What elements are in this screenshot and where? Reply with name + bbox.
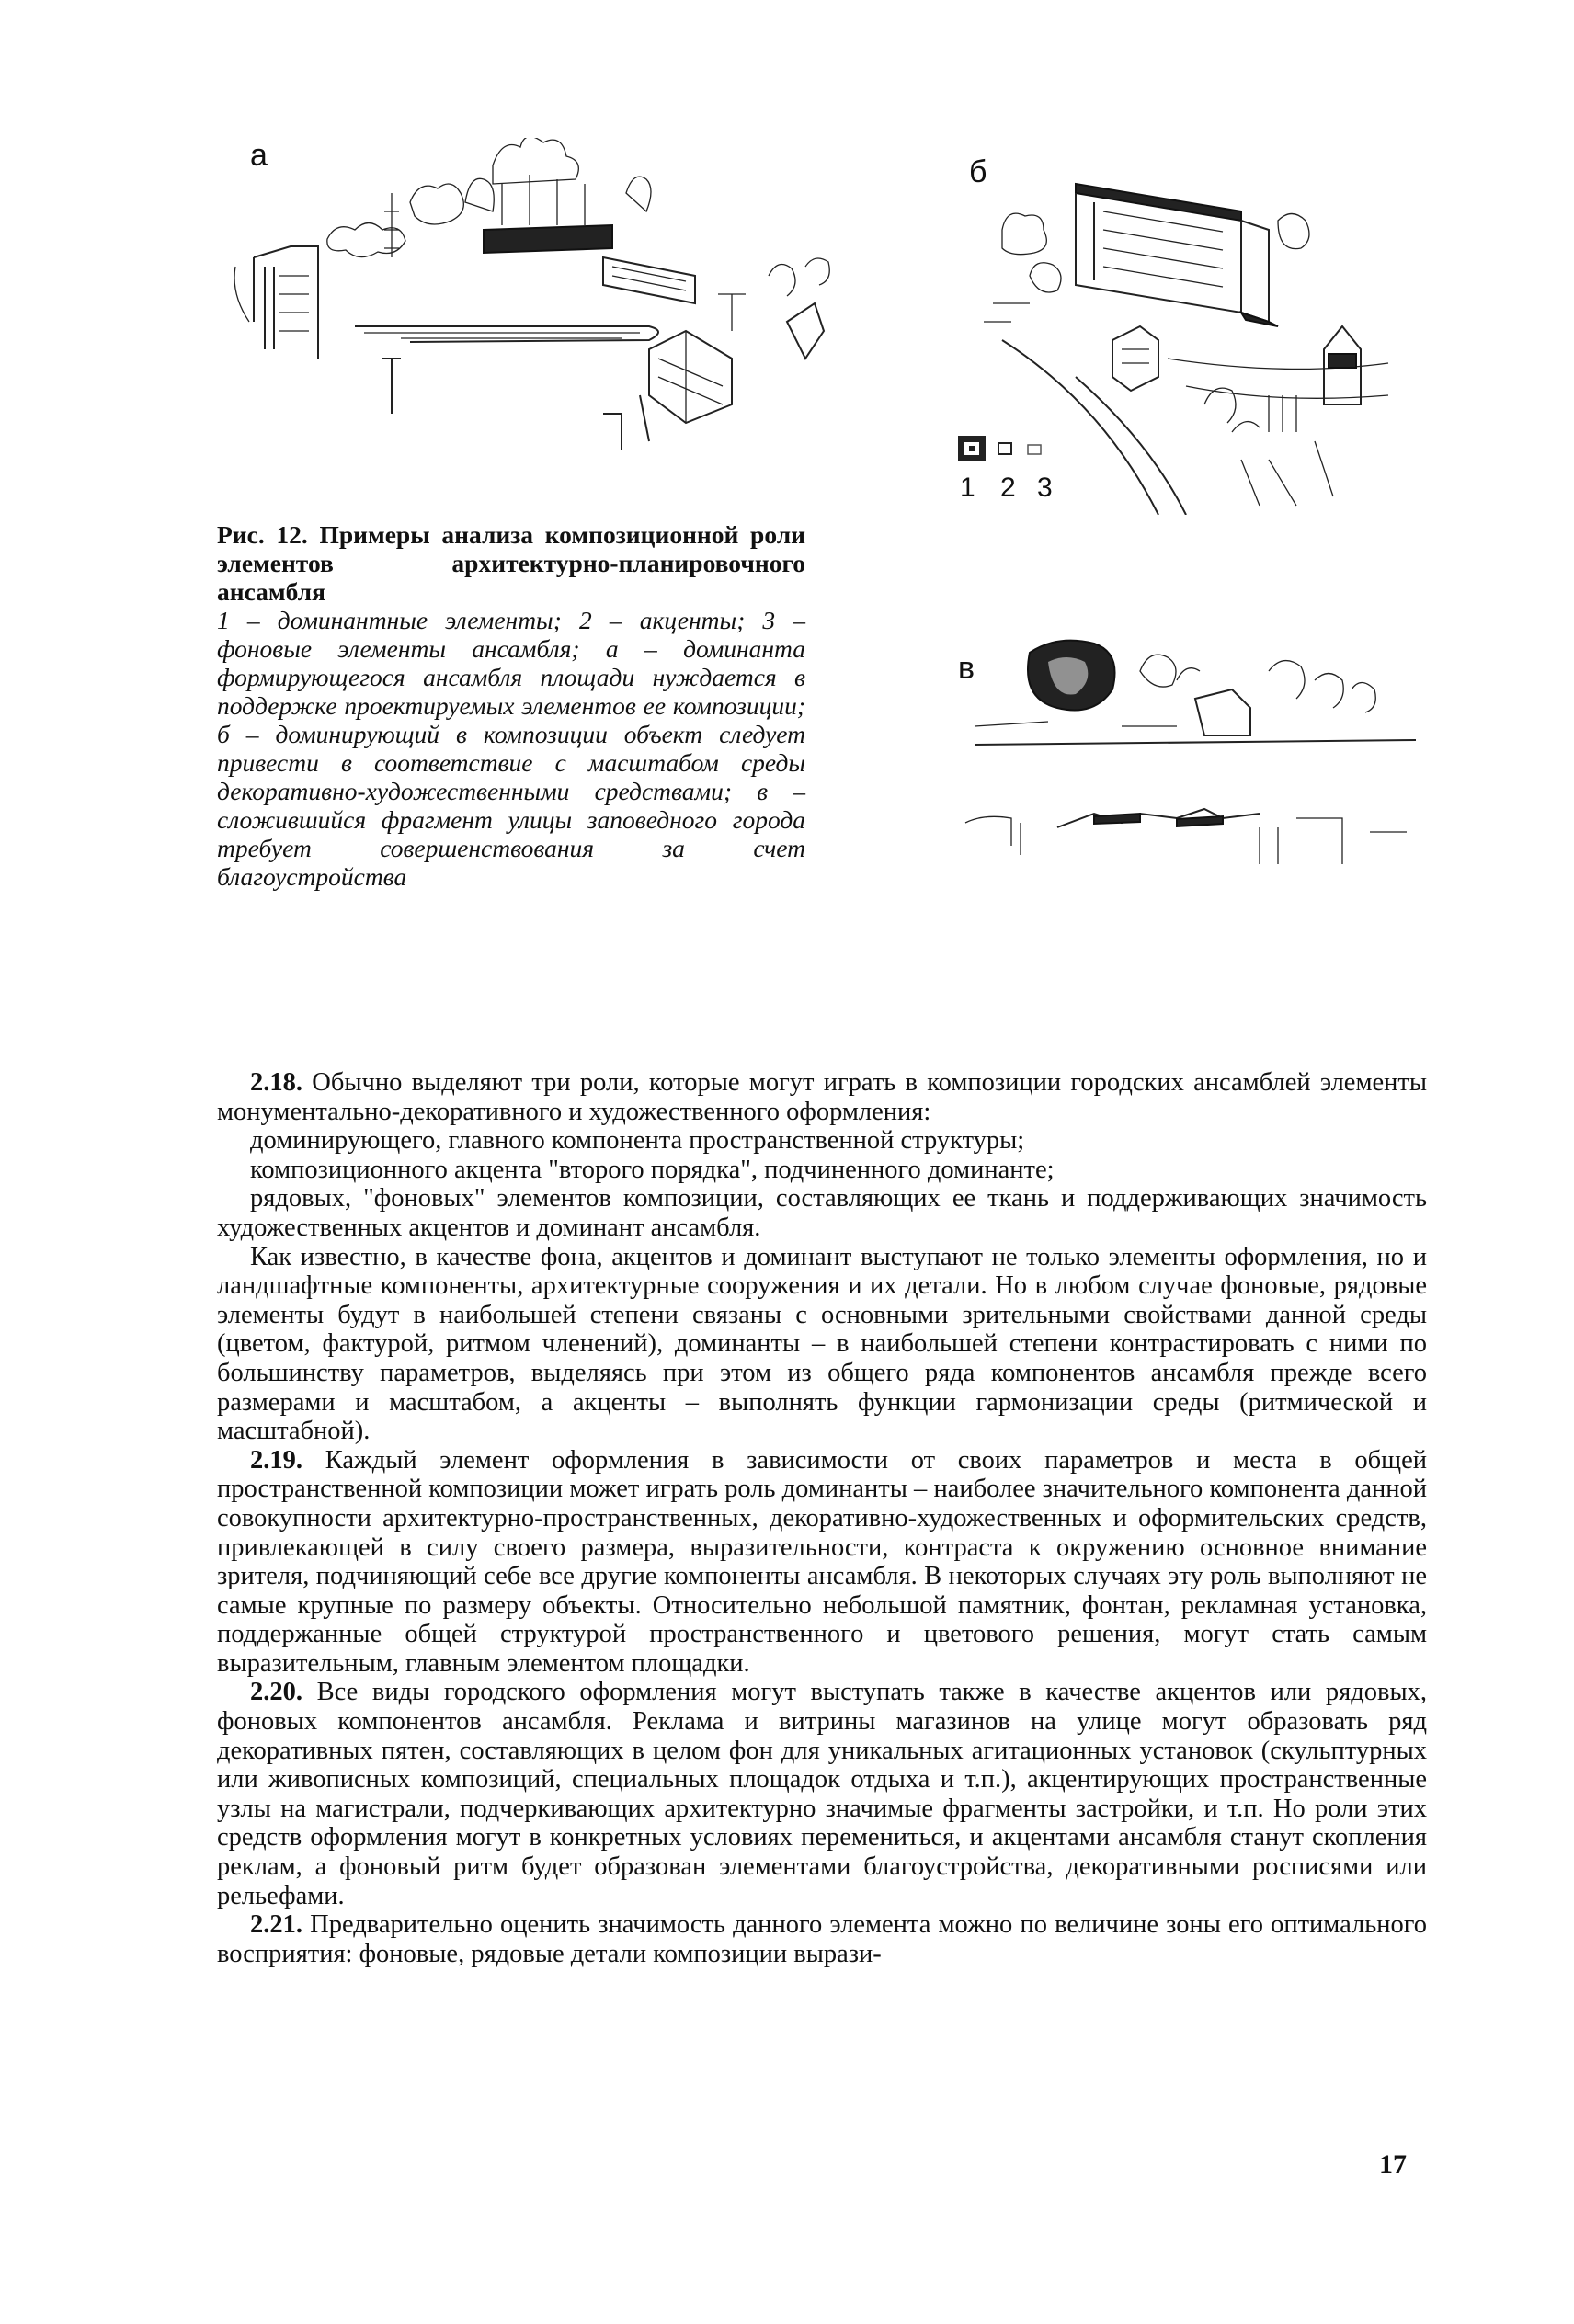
paragraph-2-19 (217, 1446, 1427, 1679)
paragraph-2-18-text: Обычно выделяют три роли, которые могут играть в композиции городских ансамблей элементы монументально-декоративного и художественного оформления: (217, 1068, 1427, 1126)
page-number: 17 (1379, 2149, 1407, 2180)
paragraph-background-elements: Как известно, в качестве фона, акцентов и доминант выступают не только элементы оформления, но и ландшафтные компоненты, архитектурные сооружения и их детали. Но в любом случае фоновые, рядовые элементы будут в наибольшей степени связаны с основными зрительными свойствами данной среды (цветом, фактурой, ритмом членений), доминанты – в наибольшей степени контрастировать с ними по большинству параметров, выделяясь при этом из общего ряда компонентов ансамбля прежде всего размерами и масштабом, а акценты – выполнять функции гармонизации среды (ритмической и масштабной). (217, 1242, 1427, 1446)
section-number-2-19: 2.19. (250, 1445, 302, 1475)
legend-accent-icon (998, 443, 1011, 454)
caption-title: Рис. 12. Примеры анализа композиционной роли элементов архитектурно-планировочного ансамбля (217, 520, 805, 606)
figure-label-v: в (958, 651, 975, 686)
paragraph-2-20 (217, 1678, 1427, 1910)
main-text (217, 1068, 1427, 1968)
role-item-2: композиционного акцента "второго порядка", подчиненного доминанте; (250, 1155, 1055, 1184)
section-number-2-18: 2.18. (250, 1068, 302, 1097)
paragraph-2-20-text: Все виды городского оформления могут выступать также в качестве акцентов или рядовых, фоновых компонентов ансамбля. Реклама и витрины магазинов на улице могут образовать ряд декоративных пятен, составляющих в целом фон для уникальных агитационных установок (скульптурных или живописных композиций, специальных площадок отдыха и т.п.), акцентирующих пространственные узлы на магистрали, подчеркивающих архитектурно значимые фрагменты застройки, и т.п. Но роли этих средств оформления могут в конкретных условиях перемениться, и акцентами ансамбля станут скопления реклам, а фоновый ритм будет образован элементами благоустройства, декоративными росписями или рельефами. (217, 1678, 1427, 1910)
section-number-2-20: 2.20. (250, 1678, 302, 1707)
section-number-2-21: 2.21. (250, 1910, 302, 1940)
sketch-v (956, 616, 1425, 873)
sketch-a (217, 138, 934, 469)
figure-label-a: а (250, 138, 268, 173)
legend-number-2: 2 (1000, 473, 1016, 503)
legend-number-3: 3 (1037, 473, 1053, 503)
figure-label-b: б (969, 154, 987, 189)
figure-caption (217, 520, 805, 891)
paragraph-2-19-text: Каждый элемент оформления в зависимости от своих параметров и места в общей пространственной композиции может играть роль доминанты – наиболее значительного компонента данной совокупности архитектурно-пространственных, декоративно-художественных и оформительских средств, привлекающей в силу своего размера, выразительности, контраста к окружению основное внимание зрителя, подчиняющий себе все другие компоненты ансамбля. В некоторых случаях эту роль выполняют не самые крупные по размеру объекты. Относительно небольшой памятник, фонтан, рекламная установка, поддержанные общей структурой пространственного и цветового решения, могут стать самым выразительным, главным элементом площадки. (217, 1445, 1428, 1678)
legend-icons (956, 434, 1057, 465)
legend-number-1: 1 (960, 473, 975, 503)
legend-background-icon (1028, 445, 1041, 454)
role-item-1: доминирующего, главного компонента пространственной структуры; (250, 1126, 1025, 1156)
paragraph-2-18 (217, 1068, 1427, 1126)
paragraph-2-21 (217, 1910, 1427, 1968)
caption-body: 1 – доминантные элементы; 2 – акценты; 3 – фоновые элементы ансамбля; а – доминанта формирующегося ансамбля площади нуждается в поддержке проектируемых элементов ее композиции; б – доминирующий в композиции объект следует привести в соответствие с масштабом среды декоративно-художественными средствами; в – сложившийся фрагмент улицы заповедного города требует совершенствования за счет благоустройства (217, 606, 805, 891)
role-item-3: рядовых, "фоновых" элементов композиции, составляющих ее ткань и поддерживающих значимость художественных акцентов и доминант ансамбля. (217, 1184, 1427, 1242)
paragraph-2-21-text: Предварительно оценить значимость данного элемента можно по величине зоны его оптимального восприятия: фоновые, рядовые детали композиции вырази- (217, 1910, 1427, 1968)
